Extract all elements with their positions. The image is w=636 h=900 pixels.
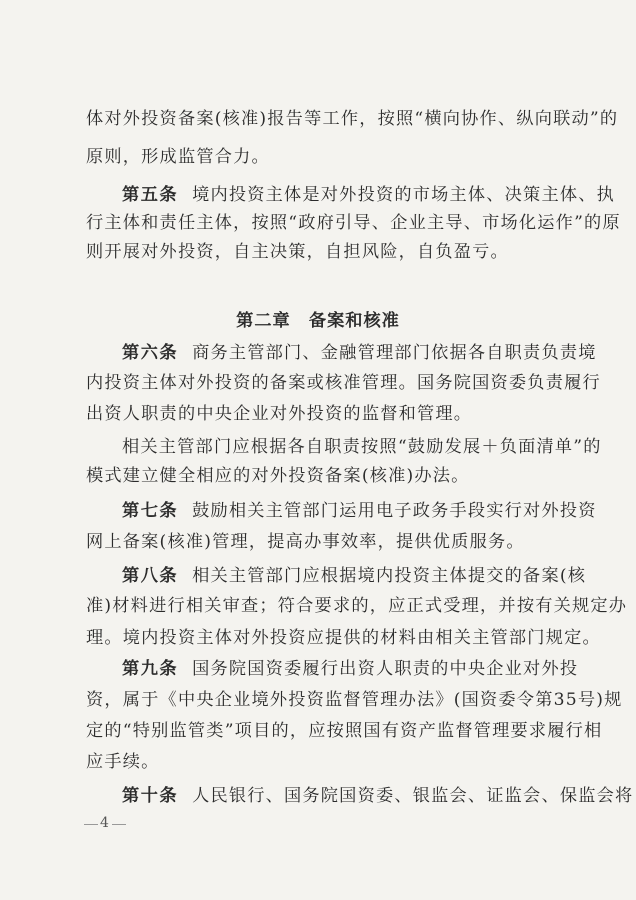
article-label: 第十条 (122, 786, 179, 806)
text-line: 网上备案(核准)管理，提高办事效率，提供优质服务。 (86, 532, 525, 552)
article-label: 第六条 (122, 343, 179, 363)
text-line: 理。境内投资主体对外投资应提供的材料由相关主管部门规定。 (86, 628, 601, 648)
article-label: 第八条 (122, 566, 179, 586)
text-line: 体对外投资备案(核准)报告等工作，按照“横向协作、纵向联动”的 (86, 109, 619, 129)
text-line: 相关主管部门应根据各自职责按照“鼓励发展＋负面清单”的 (122, 437, 602, 457)
text-line: 模式建立健全相应的对外投资备案(核准)办法。 (86, 466, 470, 486)
article-10-first-line: 第十条 人民银行、国务院国资委、银监会、证监会、保监会将 (122, 786, 634, 806)
article-8-first-line: 第八条 相关主管部门应根据境内投资主体提交的备案(核 (122, 566, 587, 586)
article-6-first-line: 第六条 商务主管部门、金融管理部门依据各自职责负责境 (122, 343, 597, 363)
text-line: 资，属于《中央企业境外投资监督管理办法》(国资委令第35号)规 (86, 690, 623, 710)
text-line: 应手续。 (86, 752, 160, 772)
text-line: 行主体和责任主体，按照“政府引导、企业主导、市场化运作”的原 (86, 213, 621, 233)
text-line: 准)材料进行相关审查；符合要求的，应正式受理，并按有关规定办 (86, 596, 628, 616)
article-label: 第九条 (122, 659, 179, 679)
page-number: 4 (100, 815, 109, 831)
chapter-heading: 第二章 备案和核准 (236, 311, 400, 331)
text-line: 原则，形成监管合力。 (86, 147, 270, 167)
article-7-first-line: 第七条 鼓励相关主管部门运用电子政务手段实行对外投资 (122, 501, 597, 521)
article-5-first-line: 第五条 境内投资主体是对外投资的市场主体、决策主体、执 (122, 185, 615, 205)
page-number-dash (84, 824, 98, 825)
article-label: 第七条 (122, 501, 179, 521)
text-line: 出资人职责的中央企业对外投资的监督和管理。 (86, 404, 473, 424)
text-line: 内投资主体对外投资的备案或核准管理。国务院国资委负责履行 (86, 373, 601, 393)
article-label: 第五条 (122, 185, 179, 205)
article-9-first-line: 第九条 国务院国资委履行出资人职责的中央企业对外投 (122, 659, 579, 679)
text-line: 定的“特别监管类”项目的，应按照国有资产监督管理要求履行相 (86, 721, 603, 741)
page-number-dash (112, 824, 126, 825)
text-line: 则开展对外投资，自主决策，自担风险，自负盈亏。 (86, 242, 509, 262)
